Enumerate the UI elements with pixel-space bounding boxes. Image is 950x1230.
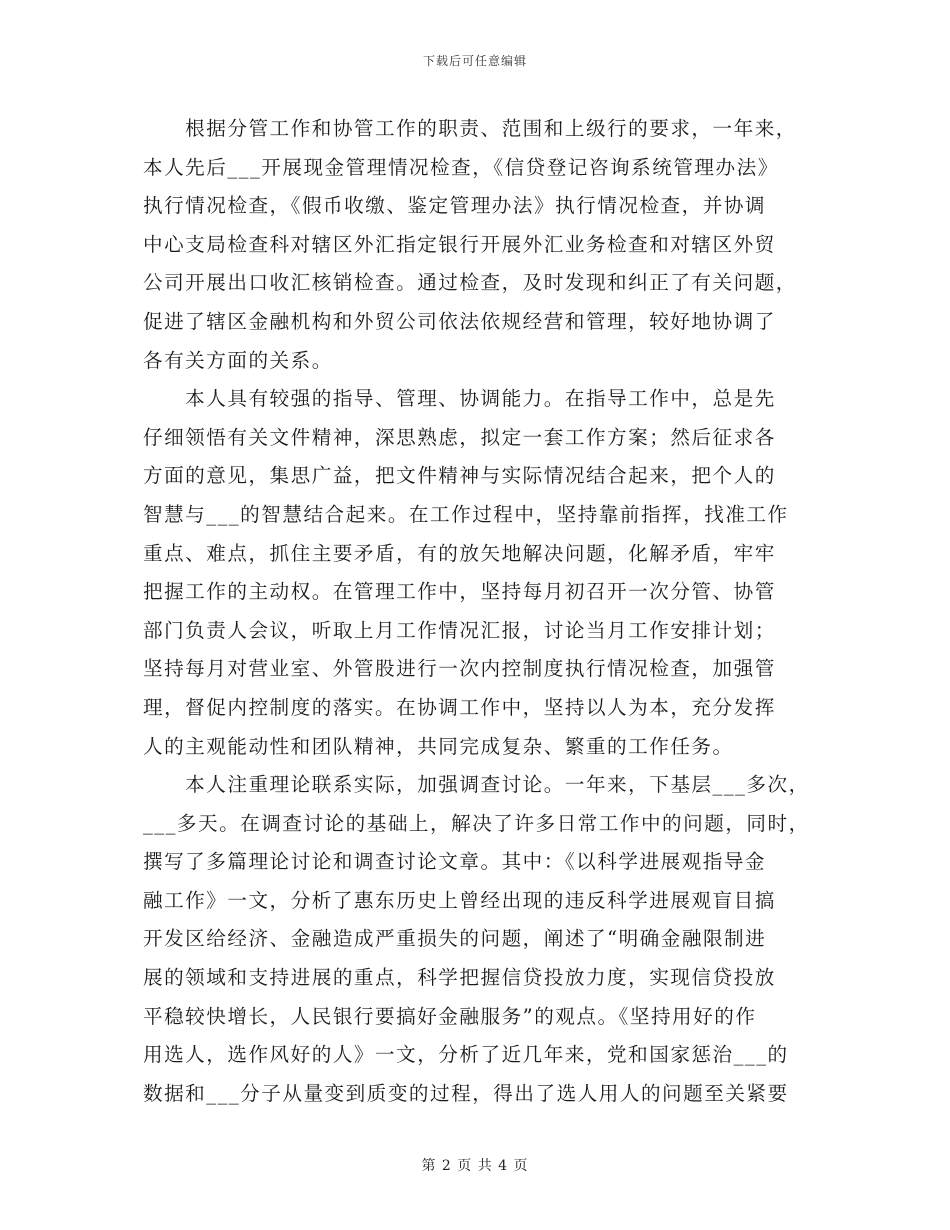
text-line: 本人注重理论联系实际，加强调查讨论。一年来，下基层___多次， bbox=[143, 773, 810, 797]
text-line: 理，督促内控制度的落实。在协调工作中，坚持以人为本，充分发挥 bbox=[143, 695, 776, 719]
text-line: 开发区给经济、金融造成严重损失的问题，阐述了“明确金融限制进 bbox=[143, 927, 767, 951]
text-line: 执行情况检查，《假币收缴、鉴定管理办法》执行情况检查，并协调 bbox=[143, 194, 767, 218]
text-line: 中心支局检查科对辖区外汇指定银行开展外汇业务检查和对辖区外贸 bbox=[143, 232, 776, 256]
text-line: 数据和___分子从量变到质变的过程，得出了选人用人的问题至关紧要 bbox=[143, 1081, 789, 1105]
text-line: 方面的意见，集思广益，把文件精神与实际情况结合起来，把个人的 bbox=[143, 464, 776, 488]
text-line: 促进了辖区金融机构和外贸公司依法依规经营和管理，较好地协调了 bbox=[143, 309, 776, 333]
text-line: 展的领域和支持进展的重点，科学把握信贷投放力度，实现信贷投放 bbox=[143, 966, 776, 990]
text-line: 把握工作的主动权。在管理工作中，坚持每月初召开一次分管、协管 bbox=[143, 580, 776, 604]
text-line: 部门负责人会议，听取上月工作情况汇报，讨论当月工作安排计划； bbox=[143, 618, 776, 642]
text-line: 仔细领悟有关文件精神，深思熟虑，拟定一套工作方案；然后征求各 bbox=[143, 425, 776, 449]
text-line: 本人先后___开展现金管理情况检查，《信贷登记咨询系统管理办法》 bbox=[143, 155, 779, 179]
text-line: 根据分管工作和协管工作的职责、范围和上级行的要求，一年来， bbox=[143, 117, 797, 140]
text-line: 平稳较快增长，人民银行要搞好金融服务”的观点。《坚持用好的作 bbox=[143, 1004, 757, 1028]
text-line: 人的主观能动性和团队精神，共同完成复杂、繁重的工作任务。 bbox=[143, 734, 734, 758]
document-body bbox=[143, 110, 833, 1113]
text-line: 公司开展出口收汇核销检查。通过检查，及时发现和纠正了有关问题， bbox=[143, 271, 797, 295]
text-line: 本人具有较强的指导、管理、协调能力。在指导工作中，总是先 bbox=[143, 387, 776, 411]
page-number-footer: 第 2 页 共 4 页 bbox=[421, 1158, 529, 1174]
text-line: 坚持每月对营业室、外管股进行一次内控制度执行情况检查，加强管 bbox=[143, 657, 776, 681]
text-line: 撰写了多篇理论讨论和调查讨论文章。其中：《以科学进展观指导金 bbox=[143, 850, 767, 874]
text-line: 智慧与___的智慧结合起来。在工作过程中，坚持靠前指挥，找准工作 bbox=[143, 502, 789, 526]
text-line: 融工作》一文，分析了惠东历史上曾经出现的违反科学进展观盲目搞 bbox=[143, 888, 776, 912]
text-line: 用选人，选作风好的人》一文，分析了近几年来，党和国家惩治___的 bbox=[143, 1043, 789, 1067]
page-header-note: 下载后可任意编辑 bbox=[422, 54, 527, 68]
text-line: 各有关方面的关系。 bbox=[143, 348, 333, 372]
text-line: ___多天。在调查讨论的基础上，解决了许多日常工作中的问题，同时， bbox=[143, 811, 810, 835]
text-line: 重点、难点，抓住主要矛盾，有的放矢地解决问题，化解矛盾，牢牢 bbox=[143, 541, 776, 565]
